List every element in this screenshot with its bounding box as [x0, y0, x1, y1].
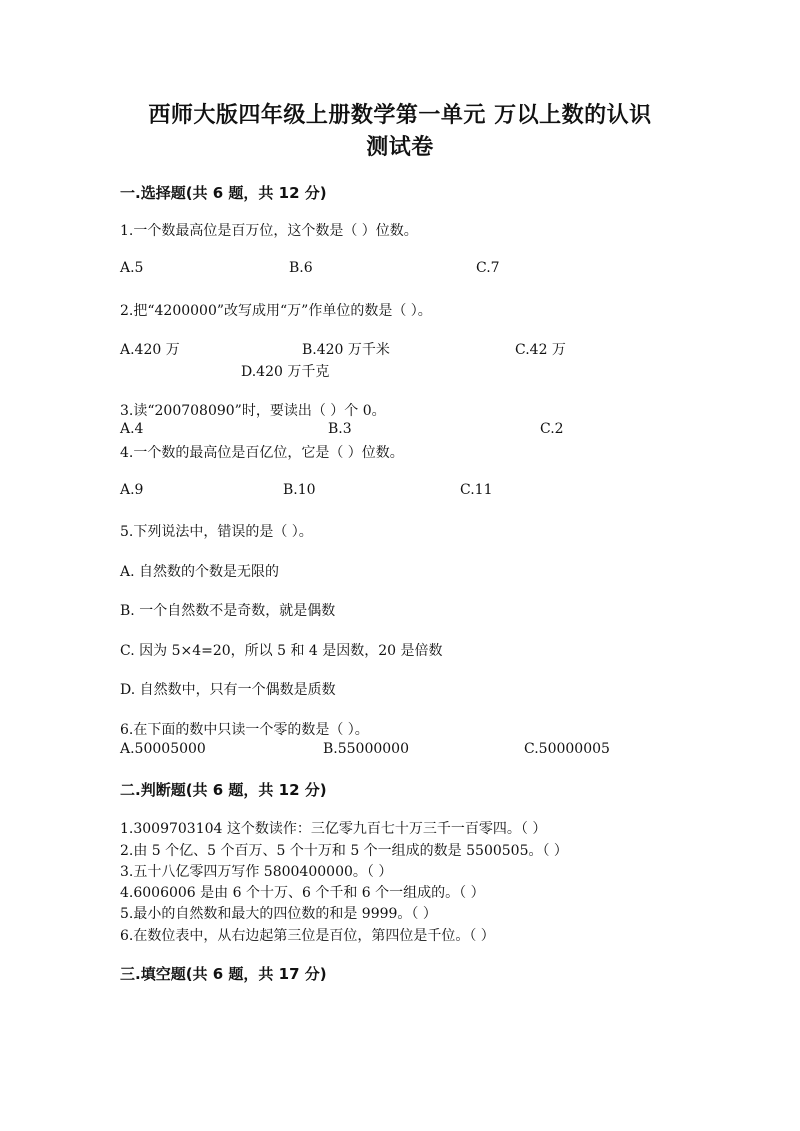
option-a: A.420 万	[120, 342, 180, 358]
question-stem: 6.在下面的数中只读一个零的数是（ ）。	[120, 722, 369, 738]
option-c: C.42 万	[515, 342, 566, 358]
judgment-item: 1.3009703104 这个数读作：三亿零九百七十万三千一百零四。（ ）	[120, 821, 547, 837]
judgment-item: 3.五十八亿零四万写作 5800400000。（ ）	[120, 864, 393, 880]
option-b: B.6	[289, 260, 313, 276]
question-stem: 1.一个数最高位是百万位，这个数是（ ）位数。	[120, 223, 418, 239]
option-c: C. 因为 5×4=20，所以 5 和 4 是因数，20 是倍数	[120, 643, 443, 659]
option-c: C.11	[460, 482, 493, 498]
option-a: A.50005000	[120, 741, 206, 757]
judgment-item: 2.由 5 个亿、5 个百万、5 个十万和 5 个一组成的数是 5500505。（ ）	[120, 843, 568, 859]
option-b: B.3	[328, 421, 352, 437]
option-c: C.2	[540, 421, 564, 437]
question-stem: 4.一个数的最高位是百亿位，它是（ ）位数。	[120, 445, 404, 461]
judgment-item: 4.6006006 是由 6 个十万、6 个千和 6 个一组成的。（ ）	[120, 885, 485, 901]
option-a: A.9	[120, 482, 144, 498]
option-c: C.7	[476, 260, 500, 276]
question-stem: 3.读“200708090”时，要读出（ ）个 0。	[120, 403, 386, 419]
exam-title-line2: 测试卷	[366, 135, 434, 160]
question-stem: 2.把“4200000”改写成用“万”作单位的数是（ ）。	[120, 303, 432, 319]
question-stem: 5.下列说法中，错误的是（ ）。	[120, 524, 313, 540]
judgment-item: 5.最小的自然数和最大的四位数的和是 9999。（ ）	[120, 906, 437, 922]
exam-title-line1: 西师大版四年级上册数学第一单元 万以上数的认识	[148, 103, 652, 128]
option-d: D.420 万千克	[241, 364, 330, 380]
judgment-item: 6.在数位表中，从右边起第三位是百位，第四位是千位。（ ）	[120, 928, 495, 944]
option-c: C.50000005	[524, 741, 610, 757]
section-heading-fill-blank: 三.填空题(共 6 题，共 17 分)	[120, 965, 327, 983]
option-b: B.420 万千米	[302, 342, 390, 358]
section-heading-choice: 一.选择题(共 6 题，共 12 分)	[120, 184, 327, 202]
option-a: A.5	[120, 260, 144, 276]
option-b: B. 一个自然数不是奇数，就是偶数	[120, 603, 336, 619]
option-b: B.55000000	[323, 741, 409, 757]
option-b: B.10	[283, 482, 316, 498]
option-a: A. 自然数的个数是无限的	[120, 564, 280, 580]
option-a: A.4	[120, 421, 144, 437]
section-heading-judgment: 二.判断题(共 6 题，共 12 分)	[120, 781, 327, 799]
option-d: D. 自然数中，只有一个偶数是质数	[120, 682, 336, 698]
